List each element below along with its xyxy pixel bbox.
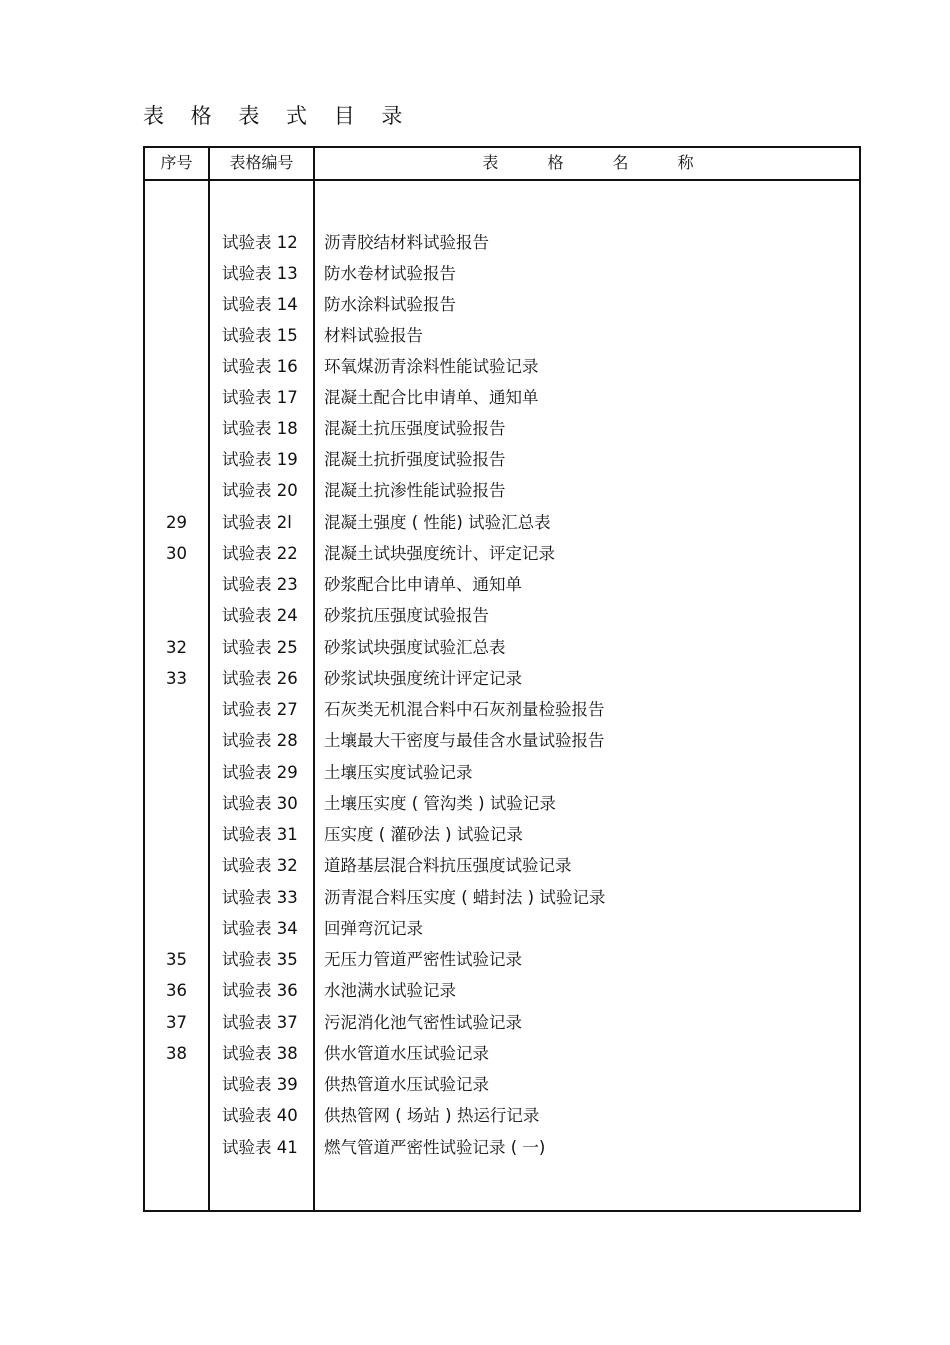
cell-name: 燃气管道严密性试验记录 ( 一) <box>324 1138 546 1157</box>
cell-code: 试验表 19 <box>222 450 298 469</box>
table-row <box>145 290 859 320</box>
cell-code: 试验表 16 <box>222 357 298 376</box>
table-row <box>145 228 859 258</box>
cell-name: 道路基层混合料抗压强度试验记录 <box>324 856 572 875</box>
table-row <box>145 1008 859 1038</box>
cell-code: 试验表 28 <box>222 731 298 750</box>
cell-seq: 29 <box>166 513 187 532</box>
cell-code: 试验表 34 <box>222 919 298 938</box>
cell-seq: 37 <box>166 1013 187 1032</box>
cell-code: 试验表 13 <box>222 264 298 283</box>
table-row <box>145 321 859 351</box>
cell-name: 混凝土抗渗性能试验报告 <box>324 481 506 500</box>
cell-seq: 35 <box>166 950 187 969</box>
cell-name: 土壤压实度 ( 管沟类 ) 试验记录 <box>324 794 556 813</box>
cell-name: 压实度 ( 灌砂法 ) 试验记录 <box>324 825 523 844</box>
cell-name: 沥青胶结材料试验报告 <box>324 233 489 252</box>
cell-seq: 32 <box>166 638 187 657</box>
cell-code: 试验表 36 <box>222 981 298 1000</box>
cell-name: 供热管道水压试验记录 <box>324 1075 489 1094</box>
cell-code: 试验表 38 <box>222 1044 298 1063</box>
table-row <box>145 851 859 881</box>
cell-name: 混凝土试块强度统计、评定记录 <box>324 544 555 563</box>
cell-name: 水池满水试验记录 <box>324 981 456 1000</box>
cell-code: 试验表 17 <box>222 388 298 407</box>
cell-name: 沥青混合料压实度 ( 蜡封法 ) 试验记录 <box>324 888 606 907</box>
cell-code: 试验表 27 <box>222 700 298 719</box>
page-title: 表 格 表 式 目 录 <box>143 104 413 128</box>
table-row <box>145 601 859 631</box>
cell-name: 砂浆试块强度统计评定记录 <box>324 669 522 688</box>
cell-name: 砂浆试块强度试验汇总表 <box>324 638 506 657</box>
cell-name: 混凝土抗压强度试验报告 <box>324 419 506 438</box>
table-row <box>145 1133 859 1163</box>
cell-name: 混凝土配合比申请单、通知单 <box>324 388 539 407</box>
cell-name: 土壤压实度试验记录 <box>324 763 473 782</box>
cell-name: 无压力管道严密性试验记录 <box>324 950 522 969</box>
cell-code: 试验表 32 <box>222 856 298 875</box>
cell-name: 混凝土抗折强度试验报告 <box>324 450 506 469</box>
cell-name: 防水卷材试验报告 <box>324 264 456 283</box>
cell-name: 石灰类无机混合料中石灰剂量检验报告 <box>324 700 605 719</box>
cell-code: 试验表 18 <box>222 419 298 438</box>
header-seq: 序号 <box>160 153 193 172</box>
cell-code: 试验表 25 <box>222 638 298 657</box>
header-name: 表 格 名 称 <box>482 153 716 172</box>
table-row <box>145 539 859 569</box>
table-row <box>145 1070 859 1100</box>
table-row <box>145 508 859 538</box>
cell-code: 试验表 2l <box>222 513 292 532</box>
table-row <box>145 414 859 444</box>
cell-name: 土壤最大干密度与最佳含水量试验报告 <box>324 731 605 750</box>
cell-code: 试验表 29 <box>222 763 298 782</box>
cell-code: 试验表 26 <box>222 669 298 688</box>
table-row <box>145 883 859 913</box>
table-row <box>145 914 859 944</box>
cell-code: 试验表 20 <box>222 481 298 500</box>
cell-name: 环氧煤沥青涂料性能试验记录 <box>324 357 539 376</box>
table-row <box>145 664 859 694</box>
cell-name: 供热管网 ( 场站 ) 热运行记录 <box>324 1106 540 1125</box>
table-row <box>145 976 859 1006</box>
cell-code: 试验表 12 <box>222 233 298 252</box>
cell-code: 试验表 14 <box>222 295 298 314</box>
cell-name: 材料试验报告 <box>324 326 423 345</box>
cell-name: 供水管道水压试验记录 <box>324 1044 489 1063</box>
cell-code: 试验表 15 <box>222 326 298 345</box>
cell-name: 砂浆配合比申请单、通知单 <box>324 575 522 594</box>
cell-name: 砂浆抗压强度试验报告 <box>324 606 489 625</box>
cell-name: 回弹弯沉记录 <box>324 919 423 938</box>
table-row <box>145 1039 859 1069</box>
cell-code: 试验表 37 <box>222 1013 298 1032</box>
table-row <box>145 633 859 663</box>
form-index-table <box>143 146 861 1212</box>
table-row <box>145 352 859 382</box>
cell-code: 试验表 41 <box>222 1138 298 1157</box>
header-divider <box>145 179 859 181</box>
cell-name: 混凝土强度 ( 性能) 试验汇总表 <box>324 513 551 532</box>
table-row <box>145 476 859 506</box>
table-row <box>145 820 859 850</box>
cell-name: 防水涂料试验报告 <box>324 295 456 314</box>
table-row <box>145 695 859 725</box>
table-row <box>145 726 859 756</box>
table-row <box>145 445 859 475</box>
cell-code: 试验表 31 <box>222 825 298 844</box>
table-row <box>145 945 859 975</box>
table-row <box>145 570 859 600</box>
cell-code: 试验表 39 <box>222 1075 298 1094</box>
cell-code: 试验表 23 <box>222 575 298 594</box>
table-row <box>145 1101 859 1131</box>
cell-code: 试验表 40 <box>222 1106 298 1125</box>
cell-code: 试验表 24 <box>222 606 298 625</box>
header-code: 表格编号 <box>229 153 294 172</box>
cell-seq: 38 <box>166 1044 187 1063</box>
cell-code: 试验表 35 <box>222 950 298 969</box>
cell-seq: 36 <box>166 981 187 1000</box>
table-row <box>145 789 859 819</box>
table-row <box>145 383 859 413</box>
cell-name: 污泥消化池气密性试验记录 <box>324 1013 522 1032</box>
table-row <box>145 259 859 289</box>
cell-code: 试验表 33 <box>222 888 298 907</box>
cell-code: 试验表 22 <box>222 544 298 563</box>
table-row <box>145 758 859 788</box>
cell-seq: 30 <box>166 544 187 563</box>
cell-seq: 33 <box>166 669 187 688</box>
cell-code: 试验表 30 <box>222 794 298 813</box>
